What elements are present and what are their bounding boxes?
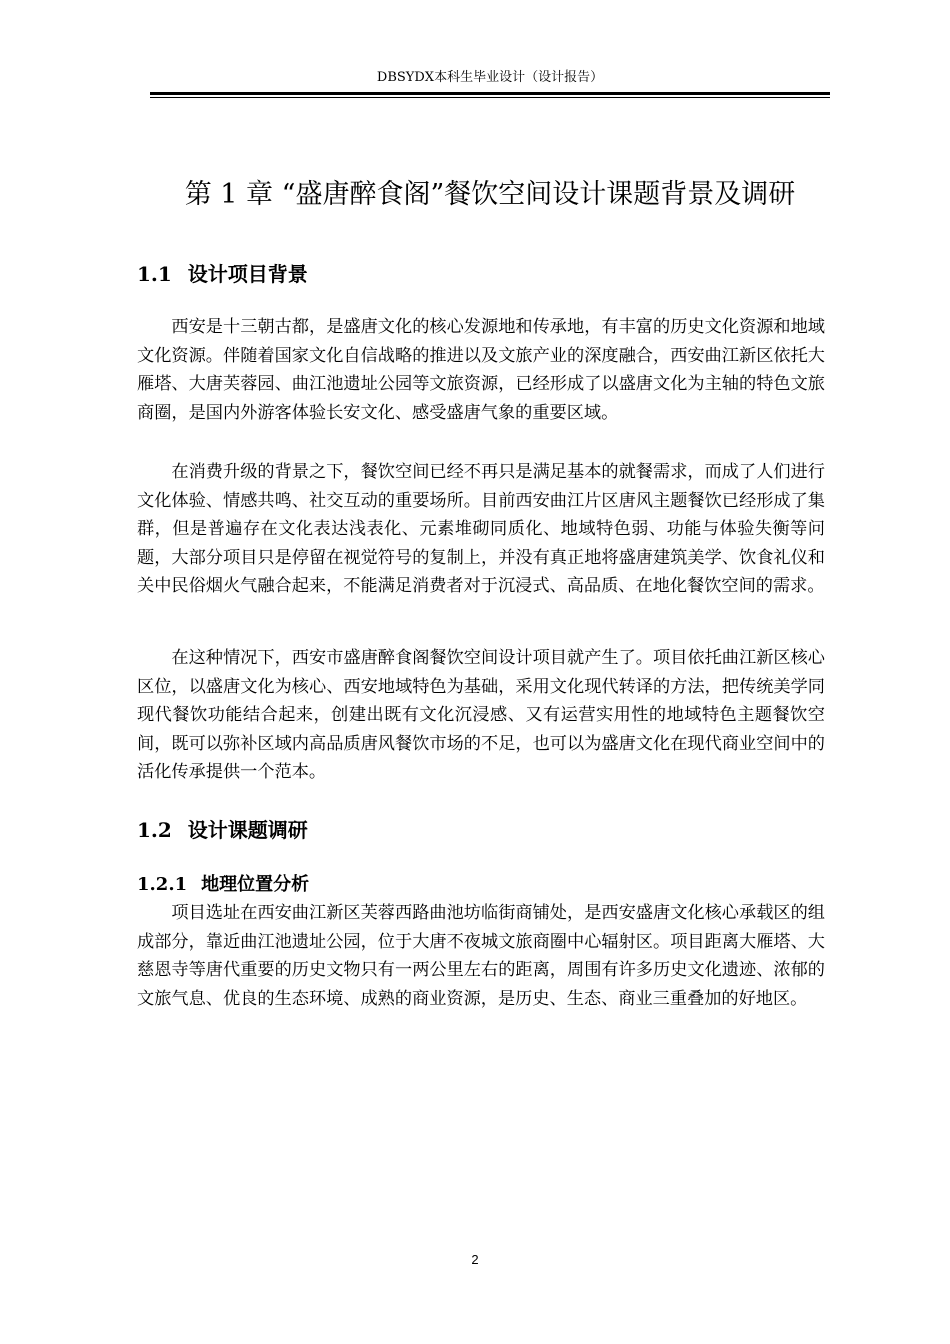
subsection-number: 1.2.1 — [137, 874, 188, 895]
section-heading-1-1 — [137, 258, 308, 287]
paragraph-1-1-b: 在消费升级的背景之下，餐饮空间已经不再只是满足基本的就餐需求，而成了人们进行文化体验、情感共鸣、社交互动的重要场所。目前西安曲江片区唐风主题餐饮已经形成了集群，但是普遍存在文化表达浅表化、元素堆砌同质化、地域特色弱、功能与体验失衡等问题，大部分项目只是停留在视觉符号的复制上，并没有真正地将盛唐建筑美学、饮食礼仪和关中民俗烟火气融合起来，不能满足消费者对于沉浸式、高品质、在地化餐饮空间的需求。 — [137, 462, 825, 597]
section-title: 设计课题调研 — [187, 818, 308, 842]
header-rule-thick — [150, 92, 830, 95]
running-header: DBSYDX本科生毕业设计（设计报告） — [376, 70, 604, 85]
section-title: 设计项目背景 — [187, 262, 308, 286]
section-number: 1.1 — [137, 262, 172, 286]
subsection-heading-1-2-1 — [137, 870, 309, 896]
paragraph-1-1-a: 西安是十三朝古都，是盛唐文化的核心发源地和传承地，有丰富的历史文化资源和地域文化资源。伴随着国家文化自信战略的推进以及文旅产业的深度融合，西安曲江新区依托大雁塔、大唐芙蓉园、曲江池遗址公园等文旅资源，已经形成了以盛唐文化为主轴的特色文旅商圈，是国内外游客体验长安文化、感受盛唐气象的重要区域。 — [137, 317, 825, 423]
paragraph-1-1-c: 在这种情况下，西安市盛唐醉食阁餐饮空间设计项目就产生了。项目依托曲江新区核心区位，以盛唐文化为核心、西安地域特色为基础，采用文化现代转译的方法，把传统美学同现代餐饮功能结合起来，创建出既有文化沉浸感、又有运营实用性的地域特色主题餐饮空间，既可以弥补区域内高品质唐风餐饮市场的不足，也可以为盛唐文化在现代商业空间中的活化传承提供一个范本。 — [137, 648, 825, 783]
section-number: 1.2 — [137, 818, 172, 842]
subsection-title: 地理位置分析 — [201, 874, 310, 895]
page-number: 2 — [471, 1252, 479, 1267]
chapter-title: 第 1 章 “盛唐醉食阁”餐饮空间设计课题背景及调研 — [184, 179, 796, 210]
paragraph-1-2-1-a: 项目选址在西安曲江新区芙蓉西路曲池坊临街商铺处，是西安盛唐文化核心承载区的组成部分，靠近曲江池遗址公园，位于大唐不夜城文旅商圈中心辐射区。项目距离大雁塔、大慈恩寺等唐代重要的历史文物只有一两公里左右的距离，周围有许多历史文化遗迹、浓郁的文旅气息、优良的生态环境、成熟的商业资源，是历史、生态、商业三重叠加的好地区。 — [137, 903, 825, 1009]
header-rule-thin — [150, 97, 830, 98]
section-heading-1-2 — [137, 814, 308, 843]
